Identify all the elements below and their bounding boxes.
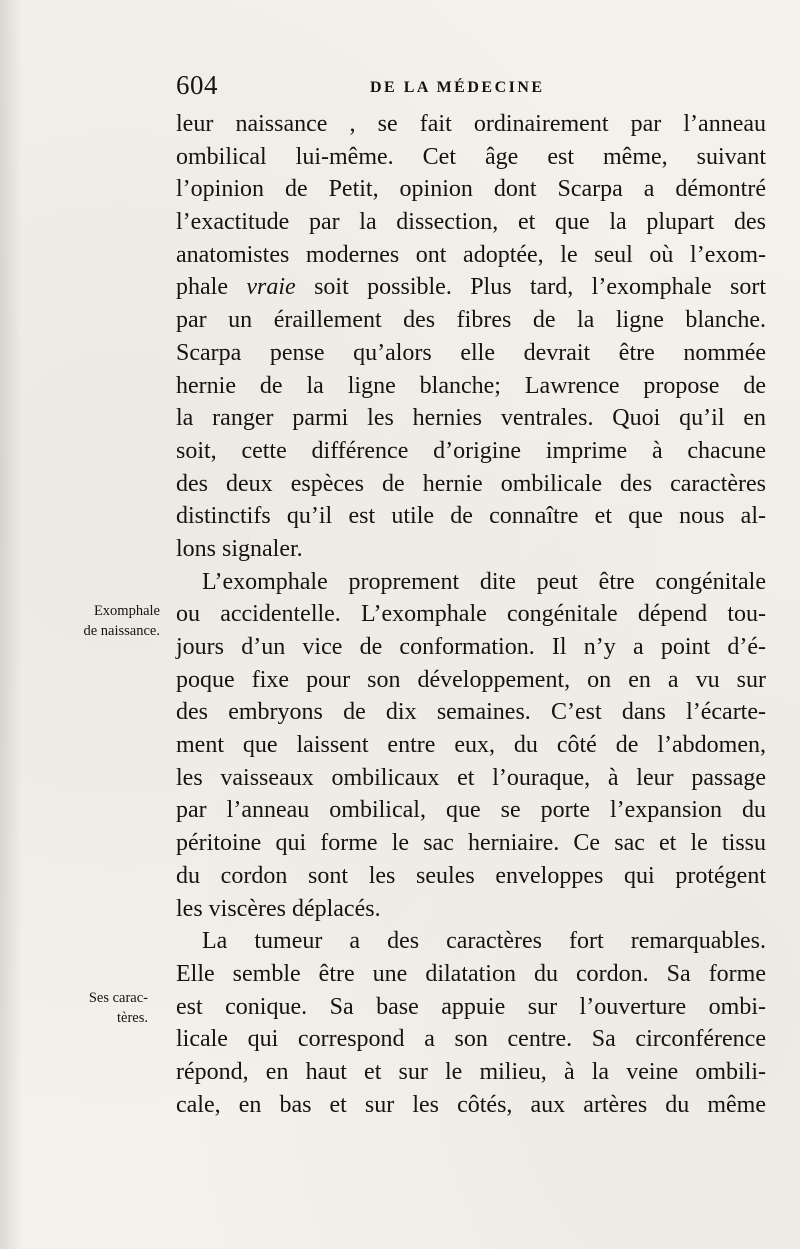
text-line: ombilical lui-même. Cet âge est même, suivant: [176, 143, 766, 170]
paragraph-start-line: L’exomphale proprement dite peut être congénitale: [202, 568, 766, 595]
text-line: leur naissance , se fait ordinairement par l’anneau: [176, 111, 766, 137]
margin-note-line: tères.: [117, 1010, 148, 1026]
text-line: est conique. Sa base appuie sur l’ouverture ombi-: [176, 993, 766, 1020]
text-line: lons signaler.: [176, 535, 303, 562]
text-line: des deux espèces de hernie ombilicale des caractères: [176, 470, 766, 497]
text-line: jours d’un vice de conformation. Il n’y a point d’é-: [176, 634, 766, 660]
text-line: licale qui correspond a son centre. Sa circonférence: [176, 1026, 766, 1053]
text-line: les vaisseaux ombilicaux et l’ouraque, à leur passage: [176, 764, 766, 791]
text-line: hernie de la ligne blanche; Lawrence propose de: [176, 372, 766, 399]
text-line: distinctifs qu’il est utile de connaître et que nous al-: [176, 503, 766, 530]
margin-note-line: Exomphale: [93, 603, 160, 619]
text-line: cale, en bas et sur les côtés, aux artères du même: [176, 1091, 766, 1118]
text-line: par un éraillement des fibres de la ligne blanche.: [176, 307, 766, 334]
text-line: ou accidentelle. L’exomphale congénitale dépend tou-: [176, 601, 766, 628]
text-line: la ranger parmi les hernies ventrales. Quoi qu’il en: [176, 405, 766, 432]
margin-note-caracteres: [89, 988, 148, 1028]
text-line: soit, cette différence d’origine imprime à chacune: [176, 437, 766, 464]
running-title: DE LA MÉDECINE: [370, 79, 545, 96]
text-line: les viscères déplacés.: [176, 895, 381, 922]
text-line: du cordon sont les seules enveloppes qui protégent: [176, 862, 766, 889]
text-line: par l’anneau ombilical, que se porte l’expansion du: [176, 797, 766, 824]
margin-note-line: Ses carac-: [88, 990, 148, 1006]
page-number: 604: [176, 70, 218, 100]
italic-word: vraie: [246, 274, 296, 301]
text-line: Scarpa pense qu’alors elle devrait être nommée: [176, 339, 766, 366]
binding-shadow: [0, 0, 22, 1249]
body-text: [176, 108, 766, 1121]
text-line: l’opinion de Petit, opinion dont Scarpa a démontré: [176, 176, 766, 203]
text-line: ment que laissent entre eux, du côté de l’abdomen,: [176, 732, 766, 759]
text-line: péritoine qui forme le sac herniaire. Ce sac et le tissu: [176, 830, 766, 857]
text-line: Elle semble être une dilatation du cordon. Sa forme: [176, 960, 766, 987]
text-line: anatomistes modernes ont adoptée, le seul où l’exom-: [176, 241, 766, 268]
paragraph-start-line: La tumeur a des caractères fort remarquables.: [202, 928, 766, 955]
text-line: l’exactitude par la dissection, et que la plupart des: [176, 209, 766, 236]
text-line: poque fixe pour son développement, on en a vu sur: [176, 666, 766, 693]
margin-note-line: de naissance.: [83, 623, 160, 639]
margin-note-exomphale: [84, 601, 161, 641]
text-line-vraie: phale vraie soit possible. Plus tard, l’exomphale sort: [176, 274, 766, 301]
text-line: des embryons de dix semaines. C’est dans l’écarte-: [176, 699, 766, 726]
text-line: répond, en haut et sur le milieu, à la veine ombili-: [176, 1058, 766, 1085]
